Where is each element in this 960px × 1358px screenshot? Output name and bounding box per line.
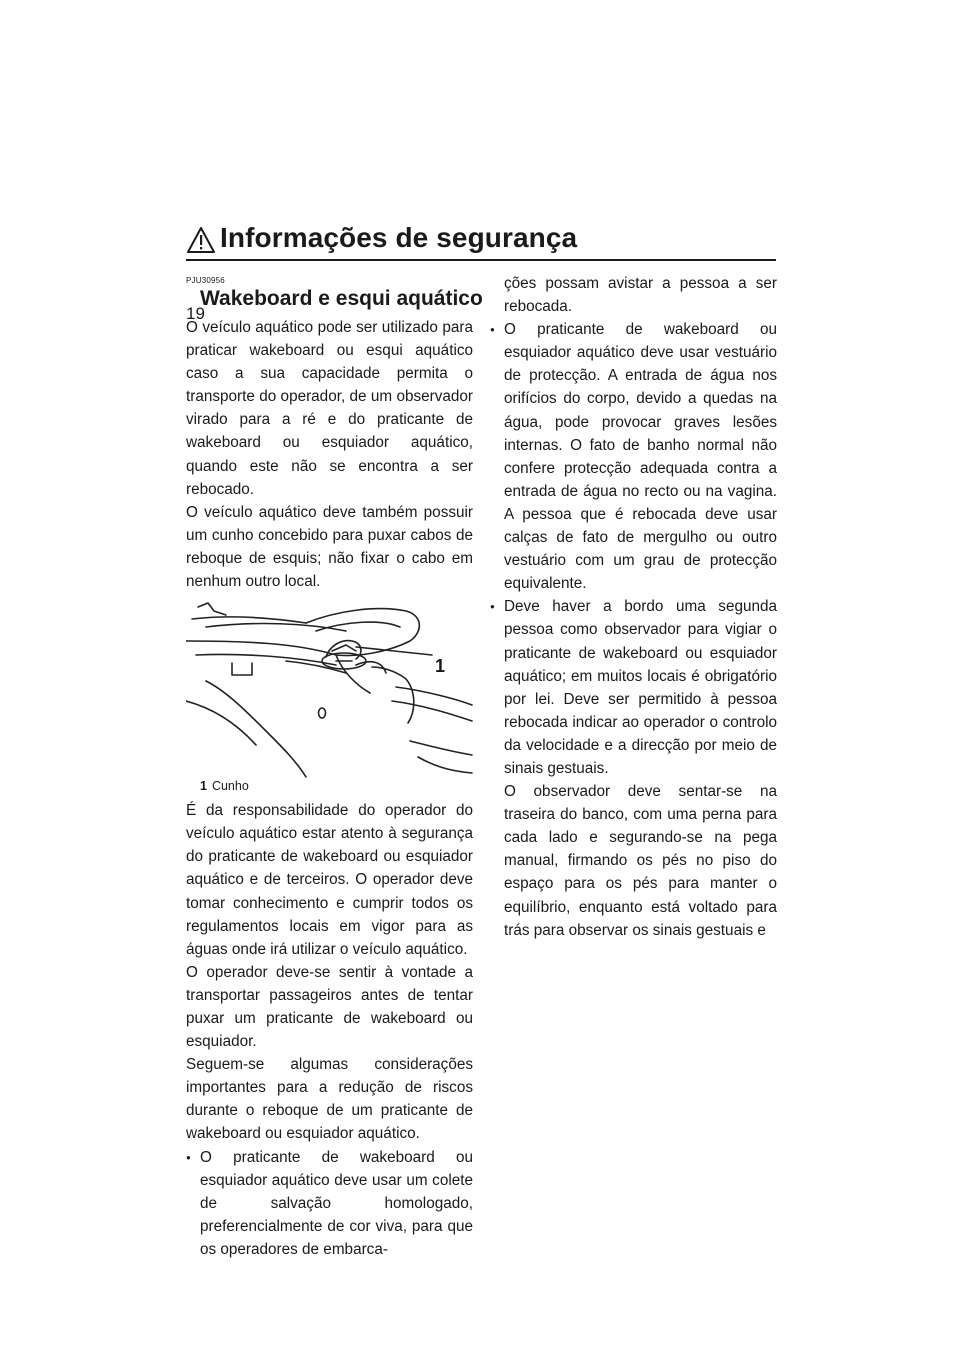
cleat-figure bbox=[186, 601, 473, 793]
paragraph: É da responsabilidade do operador do veículo aquático estar atento à segurança do praticante de wakeboard ou esquiador aquático e de terceiros. O operador deve tomar conhecimento e cumprir todos os regulamentos locais em vigor para as águas onde irá utilizar o veículo aquático. bbox=[186, 802, 473, 958]
bullet-item: ● O praticante de wakeboard ou esquiador aquático deve usar vestuário de protecção. A entrada de água nos orifícios do corpo, devido a quedas na água, pode provocar graves lesões internas. O fato de banho normal não confere protecção adequada contra a entrada de água no recto ou na vagina. A pessoa que é rebocada deve usar calças de fato de mergulho ou outro vestuário com um grau de protecção equivalente. bbox=[490, 318, 777, 595]
bullet-continuation: ções possam avistar a pessoa a ser rebocada. bbox=[504, 275, 777, 316]
header-rule bbox=[186, 259, 776, 261]
right-column bbox=[490, 272, 777, 942]
page-header bbox=[186, 224, 776, 258]
figure-caption bbox=[200, 775, 249, 798]
paragraph: Seguem-se algumas considerações importantes para a redução de riscos durante o reboque de um praticante de wakeboard ou esquiador aquático. bbox=[186, 1056, 473, 1143]
indented-paragraph: O observador deve sentar-se na traseira do banco, com uma perna para cada lado e segurando-se na pega manual, firmando os pés no piso do espaço para os pés para manter o equilíbrio, enquanto está voltado para trás para observar os sinais gestuais e bbox=[504, 783, 777, 939]
figure-callout: 1 bbox=[435, 656, 446, 677]
paragraph: O veículo aquático deve também possuir um cunho concebido para puxar cabos de reboque de esquis; não fixar o cabo em nenhum outro local. bbox=[186, 503, 473, 591]
header-title: Informações de segurança bbox=[220, 222, 578, 253]
section-code: PJU30956 bbox=[186, 276, 225, 285]
page-number: 19 bbox=[186, 304, 205, 323]
section-title: Wakeboard e esqui aquático bbox=[200, 287, 483, 310]
warning-triangle-icon bbox=[186, 226, 216, 254]
bullet-item: ● Deve haver a bordo uma segunda pessoa como observador para vigiar o praticante de wakeboard ou esquiador aquático; em muitos locais é obrigatório por lei. Deve ser permitido à pessoa rebocada indicar ao operador o controlo da velocidade e a direcção por meio de sinais gestuais. bbox=[490, 595, 777, 780]
paragraph: O veículo aquático pode ser utilizado para praticar wakeboard ou esqui aquático caso a sua capacidade permita o transporte do operador, de um observador virado para a ré e do praticante de wakeboard ou esquiador aquático, quando este não se encontra a ser rebocado. bbox=[186, 319, 473, 498]
caption-text: Cunho bbox=[211, 779, 249, 794]
paragraph: O operador deve-se sentir à vontade a transportar passageiros antes de tentar puxar um praticante de wakeboard ou esquiador. bbox=[186, 963, 473, 1051]
bullet-item: ● O praticante de wakeboard ou esquiador aquático deve usar um colete de salvação homologado, preferencialmente de cor viva, para que os operadores de embarca- bbox=[186, 1146, 473, 1261]
watercraft-cleat-illustration bbox=[186, 601, 473, 793]
caption-number: 1 bbox=[200, 779, 207, 794]
left-column bbox=[186, 276, 483, 1261]
